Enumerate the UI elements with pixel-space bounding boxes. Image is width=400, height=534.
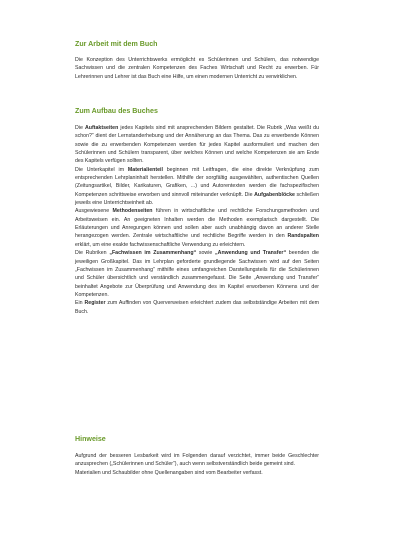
text-run: beenden die jeweiligen Großkapitel. Das im Lehrplan geforderte grundlegende Sachwissen wird auf den Seiten „Fachwissen im Zusammenhang“ mithilfe eines umfangreichen Darstellungsteils für die Schülerinnen und Schüler übersichtlich und verständlich zusammengefasst. Die Seite „Anwendung und Transfer“ beinhaltet Angebote zur Überprüfung und Anwendung des im Kapitel erworbenen Könnens und der Kompetenzen.: [75, 250, 319, 298]
term-register: Register: [84, 300, 106, 307]
term-materialienteil: Materialienteil: [127, 166, 163, 173]
text-run: führen in wirtschaftliche und rechtliche Forschungsmethoden und Arbeitsweisen ein. An geeigneten Inhalten werden die Methoden exemplarisch dargestellt. Die Erläuterungen und Anregungen können und sollen aber auch unabhängig davon an anderer Stelle herangezogen werden. Zentrale wirtschaftliche und rechtliche Begriffe werden in den: [75, 208, 319, 240]
term-methodenseiten: Methodenseiten: [112, 208, 153, 215]
paragraph-hinweise-1: Aufgrund der besseren Lesbarkeit wird im Folgenden darauf verzichtet, immer beide Geschlechter anzusprechen („Schülerinnen und Schüler“), auch wenn selbstverständlich beide gemeint sind.: [75, 453, 319, 468]
term-auftaktseiten: Auftaktseiten: [85, 125, 119, 131]
text-run: beginnen mit Leitfragen, die eine direkte Verknüpfung zum entsprechenden Lehrplaninhalt herstellen. Mithilfe der sorgfältig ausgewählten, authentischen Quellen (Zeitungsartikel, Bilder, Karikaturen, Grafiken, ...) und Autorentexten werden die fachspezifischen Kompetenzen schrittweise erworben und sinnvoll miteinander verknüpft. Die: [75, 166, 320, 198]
section-aufbau-body: [75, 124, 319, 316]
term-fachwissen: „Fachwissen im Zusammenhang“: [109, 250, 197, 257]
heading-hinweise: Hinweise: [75, 435, 106, 443]
paragraph-rubriken: [75, 249, 319, 299]
text-run: Ein: [75, 300, 85, 307]
section-hinweise-body: [75, 452, 319, 477]
text-run: schließen jeweils eine Unterrichtseinheit ab.: [75, 191, 319, 207]
term-aufgabenbloecke: Aufgabenblöcke: [254, 191, 295, 198]
paragraph-auftaktseiten: [75, 124, 319, 166]
paragraph-arbeit: Die Konzeption des Unterrichtswerks ermöglicht es Schülerinnen und Schülern, das notwendige Sachwissen und die zentralen Kompetenzen des Faches Wirtschaft und Recht zu erwerben. Für Lehrerinnen und Lehrer ist das Buch eine Hilfe, um einen modernen Unterricht zu verwirklichen.: [75, 57, 319, 80]
section-arbeit-body: [75, 56, 319, 81]
heading-aufbau: Zum Aufbau des Buches: [75, 107, 158, 115]
text-run: Die: [75, 125, 86, 131]
paragraph-methodenseiten: [75, 207, 319, 249]
text-run: Die Unterkapitel im: [75, 166, 128, 173]
text-run: sowie: [196, 250, 216, 257]
paragraph-register: [75, 299, 319, 316]
heading-arbeit: Zur Arbeit mit dem Buch: [75, 40, 158, 48]
paragraph-hinweise-2: Materialien und Schaubilder ohne Quellenangaben sind vom Bearbeiter verfasst.: [75, 469, 263, 476]
term-anwendung-transfer: „Anwendung und Transfer“: [215, 250, 287, 257]
text-run: jedes Kapitels sind mit ansprechenden Bildern gestaltet. Die Rubrik „Was weißt du schon?“ dient der Lernstanderhebung und der Annäherung an das Thema. Das zu erwerbende Können sowie die zu erwerbenden Kompetenzen werden für jedes Kapitel ausformuliert und machen den Schülerinnen und Schülern transparent, über welches Können und welche Kompetenzen sie am Ende des Kapitels verfügen sollten.: [75, 125, 319, 165]
text-run: zum Auffinden von Querverweisen erleichtert zudem das selbstständige Arbeiten mit dem Buch.: [75, 300, 320, 315]
text-run: Die Rubriken: [75, 250, 110, 257]
text-run: Ausgewiesene: [75, 208, 113, 215]
term-randspalten: Randspalten: [287, 233, 319, 240]
text-run: erklärt, um eine exakte fachwissenschaftliche Verwendung zu erleichtern.: [75, 241, 246, 248]
paragraph-materialienteil: [75, 166, 319, 208]
